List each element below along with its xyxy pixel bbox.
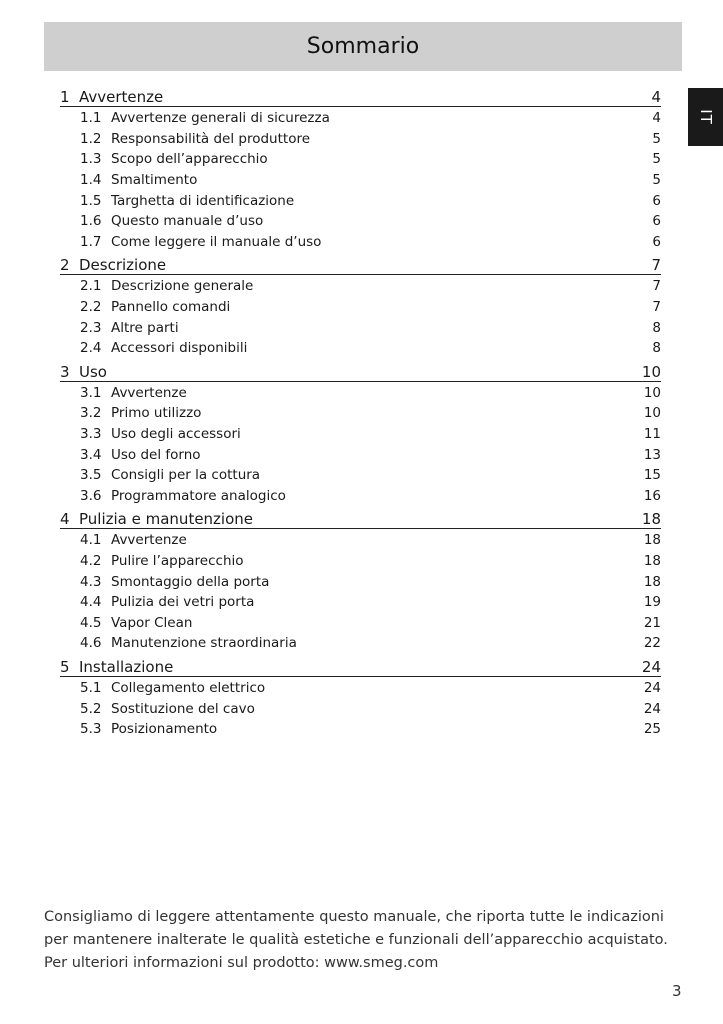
subsection-title: Questo manuale d’uso xyxy=(111,213,264,230)
toc-subsection-list xyxy=(60,677,661,740)
subsection-number: 1.1 xyxy=(80,110,102,127)
subsection-page-number: 21 xyxy=(643,614,661,631)
subsection-number: 1.7 xyxy=(80,233,102,250)
toc-subsection-entry[interactable] xyxy=(60,129,661,150)
subsection-number: 1.2 xyxy=(80,130,102,147)
toc-subsection-entry[interactable] xyxy=(60,571,661,592)
toc-section-heading[interactable] xyxy=(60,506,661,529)
toc-section-heading[interactable] xyxy=(60,252,661,275)
subsection-page-number: 8 xyxy=(652,340,661,357)
subsection-number: 2.3 xyxy=(80,319,102,336)
toc-section-heading[interactable] xyxy=(60,654,661,677)
toc-subsection-entry[interactable] xyxy=(60,678,661,699)
toc-subsection-entry[interactable] xyxy=(60,297,661,318)
subsection-page-number: 6 xyxy=(652,233,661,250)
subsection-title: Avvertenze generali di sicurezza xyxy=(111,110,330,127)
toc-subsection-entry[interactable] xyxy=(60,592,661,613)
subsection-title: Pannello comandi xyxy=(111,299,231,316)
subsection-title: Altre parti xyxy=(111,319,179,336)
section-page-number: 10 xyxy=(641,362,661,381)
subsection-title: Vapor Clean xyxy=(111,614,193,631)
subsection-number: 4.6 xyxy=(80,635,102,652)
subsection-page-number: 7 xyxy=(652,278,661,295)
header-bar xyxy=(44,22,682,71)
subsection-page-number: 10 xyxy=(643,405,661,422)
subsection-title: Pulizia dei vetri porta xyxy=(111,594,255,611)
section-title: Installazione xyxy=(79,657,174,676)
section-page-number: 18 xyxy=(641,510,661,529)
subsection-page-number: 5 xyxy=(652,130,661,147)
subsection-title: Avvertenze xyxy=(111,384,187,401)
subsection-number: 2.4 xyxy=(80,340,102,357)
toc-subsection-entry[interactable] xyxy=(60,444,661,465)
toc-subsection-entry[interactable] xyxy=(60,383,661,404)
toc-subsection-entry[interactable] xyxy=(60,486,661,507)
table-of-contents xyxy=(60,84,661,739)
subsection-page-number: 5 xyxy=(652,172,661,189)
toc-subsection-entry[interactable] xyxy=(60,465,661,486)
footer-note-line-1: Consigliamo di leggere attentamente questo manuale, che riporta tutte le indicazioni per mantenere inalterate le qualità estetiche e funzionali dell’apparecchio acquistato. xyxy=(44,909,668,948)
subsection-number: 1.3 xyxy=(80,151,102,168)
subsection-title: Primo utilizzo xyxy=(111,405,202,422)
toc-subsection-entry[interactable] xyxy=(60,612,661,633)
subsection-page-number: 16 xyxy=(643,487,661,504)
toc-subsection-list xyxy=(60,275,661,358)
page-title: Sommario xyxy=(306,34,420,59)
subsection-title: Sostituzione del cavo xyxy=(111,700,255,717)
toc-subsection-entry[interactable] xyxy=(60,108,661,129)
subsection-number: 3.4 xyxy=(80,446,102,463)
subsection-number: 1.6 xyxy=(80,213,102,230)
toc-subsection-entry[interactable] xyxy=(60,276,661,297)
toc-subsection-entry[interactable] xyxy=(60,317,661,338)
subsection-page-number: 7 xyxy=(652,299,661,316)
subsection-page-number: 5 xyxy=(652,151,661,168)
subsection-title: Come leggere il manuale d’uso xyxy=(111,233,322,250)
language-tab xyxy=(688,88,723,146)
subsection-title: Responsabilità del produttore xyxy=(111,130,311,147)
toc-subsection-entry[interactable] xyxy=(60,530,661,551)
subsection-number: 3.2 xyxy=(80,405,102,422)
subsection-number: 4.4 xyxy=(80,594,102,611)
toc-section-heading[interactable] xyxy=(60,84,661,107)
subsection-page-number: 10 xyxy=(643,384,661,401)
subsection-page-number: 4 xyxy=(652,110,661,127)
subsection-number: 5.3 xyxy=(80,721,102,738)
subsection-page-number: 18 xyxy=(643,573,661,590)
subsection-title: Uso degli accessori xyxy=(111,426,241,443)
subsection-title: Consigli per la cottura xyxy=(111,467,261,484)
subsection-number: 4.2 xyxy=(80,552,102,569)
subsection-number: 4.1 xyxy=(80,532,102,549)
toc-subsection-entry[interactable] xyxy=(60,551,661,572)
toc-subsection-entry[interactable] xyxy=(60,403,661,424)
subsection-number: 3.3 xyxy=(80,426,102,443)
toc-subsection-entry[interactable] xyxy=(60,232,661,253)
section-page-number: 7 xyxy=(651,256,661,275)
toc-subsection-list xyxy=(60,107,661,252)
toc-section xyxy=(60,252,661,358)
subsection-title: Descrizione generale xyxy=(111,278,254,295)
subsection-title: Uso del forno xyxy=(111,446,201,463)
section-title: Descrizione xyxy=(79,256,167,275)
subsection-title: Accessori disponibili xyxy=(111,340,248,357)
section-number: 3 xyxy=(60,362,70,381)
footer-note xyxy=(44,906,684,975)
subsection-page-number: 6 xyxy=(652,192,661,209)
subsection-page-number: 19 xyxy=(643,594,661,611)
subsection-number: 5.1 xyxy=(80,679,102,696)
subsection-page-number: 18 xyxy=(643,532,661,549)
section-title: Uso xyxy=(79,362,107,381)
section-number: 2 xyxy=(60,256,70,275)
section-number: 5 xyxy=(60,657,70,676)
section-number: 1 xyxy=(60,88,70,106)
subsection-number: 4.5 xyxy=(80,614,102,631)
subsection-page-number: 11 xyxy=(643,426,661,443)
toc-subsection-entry[interactable] xyxy=(60,211,661,232)
subsection-title: Smaltimento xyxy=(111,172,198,189)
subsection-number: 4.3 xyxy=(80,573,102,590)
toc-subsection-entry[interactable] xyxy=(60,190,661,211)
subsection-number: 3.1 xyxy=(80,384,102,401)
subsection-page-number: 15 xyxy=(643,467,661,484)
subsection-page-number: 24 xyxy=(643,700,661,717)
subsection-page-number: 8 xyxy=(652,319,661,336)
subsection-number: 1.5 xyxy=(80,192,102,209)
subsection-title: Scopo dell’apparecchio xyxy=(111,151,268,168)
language-tab-label: IT xyxy=(696,109,715,125)
subsection-page-number: 24 xyxy=(643,679,661,696)
toc-section xyxy=(60,84,661,252)
subsection-title: Targhetta di identificazione xyxy=(111,192,295,209)
toc-subsection-entry[interactable] xyxy=(60,698,661,719)
toc-subsection-entry[interactable] xyxy=(60,149,661,170)
page-number: 3 xyxy=(672,982,682,1000)
section-page-number: 24 xyxy=(641,657,661,676)
subsection-title: Manutenzione straordinaria xyxy=(111,635,297,652)
toc-subsection-entry[interactable] xyxy=(60,633,661,654)
subsection-page-number: 25 xyxy=(643,721,661,738)
toc-section xyxy=(60,506,661,654)
toc-section-heading[interactable] xyxy=(60,359,661,382)
toc-subsection-list xyxy=(60,529,661,654)
subsection-title: Posizionamento xyxy=(111,721,218,738)
subsection-page-number: 22 xyxy=(643,635,661,652)
subsection-number: 3.5 xyxy=(80,467,102,484)
toc-subsection-list xyxy=(60,382,661,507)
section-page-number: 4 xyxy=(651,88,661,106)
subsection-number: 2.2 xyxy=(80,299,102,316)
subsection-number: 3.6 xyxy=(80,487,102,504)
toc-subsection-entry[interactable] xyxy=(60,338,661,359)
toc-subsection-entry[interactable] xyxy=(60,170,661,191)
subsection-page-number: 13 xyxy=(643,446,661,463)
toc-subsection-entry[interactable] xyxy=(60,424,661,445)
toc-subsection-entry[interactable] xyxy=(60,719,661,740)
subsection-title: Pulire l’apparecchio xyxy=(111,552,244,569)
footer-note-line-2: Per ulteriori informazioni sul prodotto: www.smeg.com xyxy=(44,955,439,971)
subsection-number: 5.2 xyxy=(80,700,102,717)
subsection-title: Programmatore analogico xyxy=(111,487,286,504)
subsection-page-number: 18 xyxy=(643,552,661,569)
subsection-page-number: 6 xyxy=(652,213,661,230)
subsection-title: Collegamento elettrico xyxy=(111,679,266,696)
section-title: Pulizia e manutenzione xyxy=(79,510,254,529)
subsection-number: 2.1 xyxy=(80,278,102,295)
subsection-title: Avvertenze xyxy=(111,532,187,549)
subsection-title: Smontaggio della porta xyxy=(111,573,270,590)
section-number: 4 xyxy=(60,510,70,529)
toc-section xyxy=(60,654,661,740)
subsection-number: 1.4 xyxy=(80,172,102,189)
toc-section xyxy=(60,359,661,507)
section-title: Avvertenze xyxy=(79,88,164,106)
